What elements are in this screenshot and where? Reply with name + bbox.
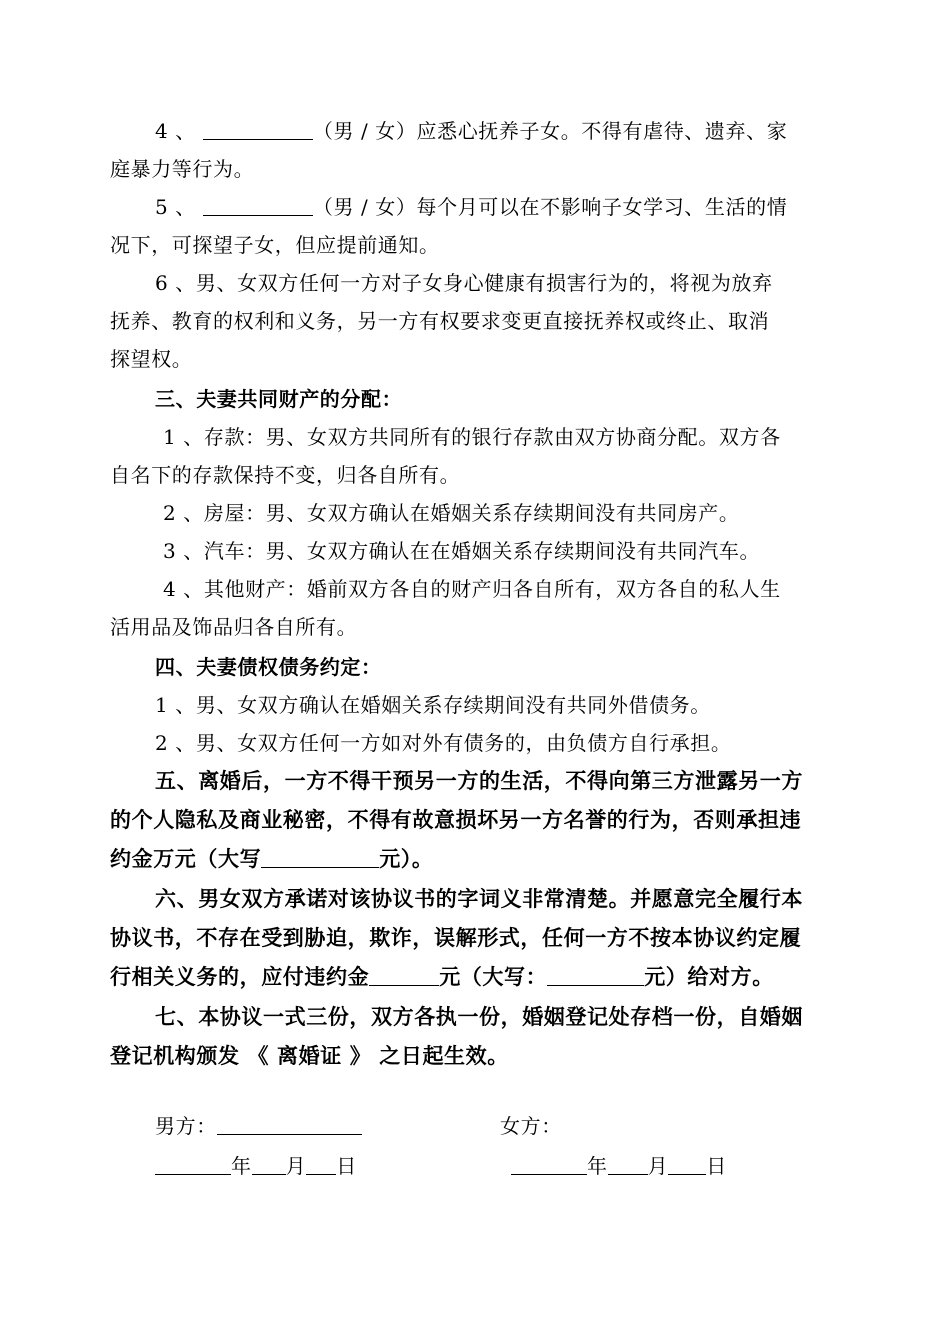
section-3-item-1-line1: 1 、存款：男、女双方共同所有的银行存款由双方协商分配。双方各: [163, 425, 781, 449]
item-5-blank: [203, 195, 313, 216]
penalty-fee-blank: [369, 965, 439, 986]
female-day-blank: [668, 1154, 706, 1175]
male-signature: [155, 1112, 362, 1140]
section-3-item-1-line2: 自名下的存款保持不变，归各自所有。: [110, 463, 461, 487]
section-3-item-4-line2: 活用品及饰品归各自所有。: [110, 615, 358, 639]
penalty-amount-blank: [261, 847, 379, 868]
female-day-label: 日: [706, 1154, 727, 1178]
female-signature: [500, 1112, 562, 1140]
item-5-text: （男 / 女）每个月可以在不影响子女学习、生活的情: [312, 195, 788, 219]
item-6-line2: 抚养、教育的权利和义务，另一方有权要求变更直接抚养权或终止、取消: [110, 309, 770, 333]
female-year-blank: [511, 1154, 587, 1175]
section-6-tail: 元）给对方。: [644, 964, 774, 989]
item-5-line2: 况下，可探望子女，但应提前通知。: [110, 233, 440, 257]
section-4-heading: 四、夫妻债权债务约定：: [155, 655, 382, 679]
female-month-blank: [608, 1154, 648, 1175]
section-5-line1: 五、离婚后，一方不得干预另一方的生活，不得向第三方泄露另一方: [155, 768, 803, 793]
item-5-number: 5 、: [155, 195, 196, 219]
male-year-blank: [155, 1154, 231, 1175]
section-3-item-3: 3 、汽车：男、女双方确认在在婚姻关系存续期间没有共同汽车。: [163, 539, 761, 563]
section-4-item-1: 1 、男、女双方确认在婚姻关系存续期间没有共同外借债务。: [155, 693, 711, 717]
section-4-item-2: 2 、男、女双方任何一方如对外有债务的，由负债方自行承担。: [155, 731, 732, 755]
section-6-line3: [110, 963, 774, 991]
item-4-line2: 庭暴力等行为。: [110, 157, 255, 181]
section-6-penalty-label: 行相关义务的，应付违约金: [110, 964, 370, 989]
penalty-fee-uppercase-blank: [547, 965, 644, 986]
item-5-line1: [155, 193, 787, 221]
female-year-label: 年: [587, 1154, 608, 1178]
male-signature-blank: [217, 1114, 362, 1135]
item-4-blank: [203, 119, 313, 140]
item-6-line1: 6 、男、女双方任何一方对子女身心健康有损害行为的，将视为放弃: [155, 271, 773, 295]
section-6-line1: 六、男女双方承诺对该协议书的字词义非常清楚。并愿意完全履行本: [155, 886, 803, 911]
section-6-line2: 协议书，不存在受到胁迫，欺诈，误解形式，任何一方不按本协议约定履: [110, 925, 802, 950]
section-5-line2: 的个人隐私及商业秘密，不得有故意损坏另一方名誉的行为，否则承担违: [110, 807, 802, 832]
male-month-blank: [252, 1154, 286, 1175]
item-6-line3: 探望权。: [110, 347, 193, 371]
female-month-label: 月: [647, 1154, 669, 1178]
section-7-line2: 登记机构颁发 《 离婚证 》 之日起生效。: [110, 1043, 509, 1068]
female-label: 女方：: [500, 1114, 562, 1138]
female-date: [511, 1152, 727, 1180]
male-year-label: 年: [231, 1154, 252, 1178]
male-month-label: 月: [285, 1154, 307, 1178]
male-label: 男方：: [155, 1114, 217, 1138]
section-5-line3: [110, 845, 434, 873]
section-7-line1: 七、本协议一式三份，双方各执一份，婚姻登记处存档一份，自婚姻: [155, 1004, 803, 1029]
item-4-number: 4 、: [155, 119, 196, 143]
male-day-label: 日: [336, 1154, 357, 1178]
section-5-penalty-label: 约金万元（大写: [110, 846, 262, 871]
item-4-line1: [155, 117, 787, 145]
section-3-heading: 三、夫妻共同财产的分配：: [155, 387, 403, 411]
section-6-uppercase-label: 元（大写：: [439, 964, 548, 989]
section-5-penalty-unit: 元）。: [379, 846, 434, 871]
male-day-blank: [306, 1154, 336, 1175]
item-4-text: （男 / 女）应悉心抚养子女。不得有虐待、遗弃、家: [312, 119, 788, 143]
section-3-item-2: 2 、房屋：男、女双方确认在婚姻关系存续期间没有共同房产。: [163, 501, 740, 525]
male-date: [155, 1152, 357, 1180]
section-3-item-4-line1: 4 、其他财产：婚前双方各自的财产归各自所有，双方各自的私人生: [163, 577, 781, 601]
